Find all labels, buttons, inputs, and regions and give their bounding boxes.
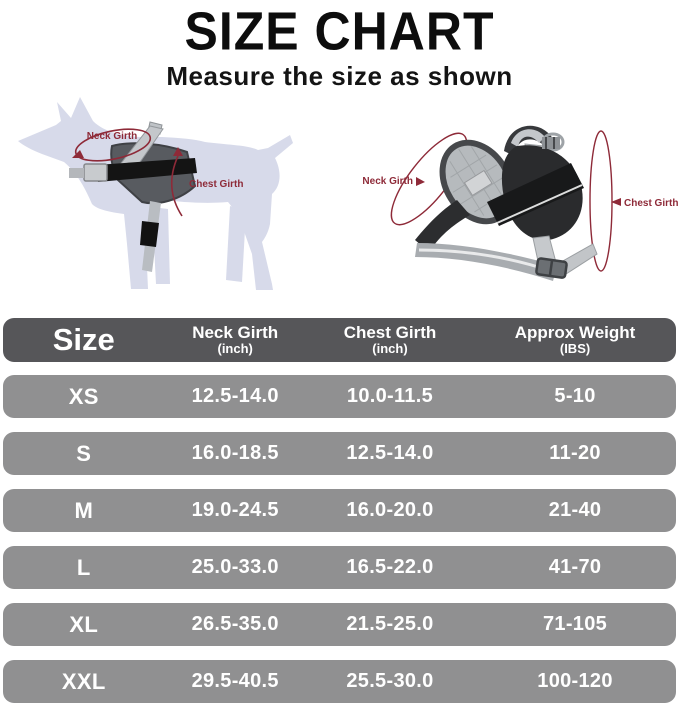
arrowhead-icon <box>416 177 425 186</box>
cell-chest: 21.5-25.0 <box>346 613 434 635</box>
header-cell-chest-girth: Chest Girth (inch) <box>343 322 437 356</box>
cell-size: XXL <box>61 668 106 694</box>
cell-size: XS <box>68 383 99 409</box>
harness-product <box>415 126 597 281</box>
table-row <box>3 546 676 589</box>
slide-buckle-icon <box>536 258 567 278</box>
dog-neck-girth-label: Neck Girth <box>86 131 138 142</box>
table-row <box>3 432 676 475</box>
cell-weight: 71-105 <box>543 613 608 635</box>
cell-weight: 21-40 <box>548 499 602 521</box>
size-table <box>3 318 676 703</box>
cell-neck: 29.5-40.5 <box>191 670 279 692</box>
cell-neck: 25.0-33.0 <box>191 556 279 578</box>
cell-chest: 25.5-30.0 <box>346 670 434 692</box>
cell-weight: 5-10 <box>554 385 596 407</box>
table-row <box>3 375 676 418</box>
harness-chest-girth-label: Chest Girth <box>624 198 679 209</box>
cell-chest: 16.0-20.0 <box>346 499 434 521</box>
cell-neck: 19.0-24.5 <box>191 499 279 521</box>
cell-weight: 11-20 <box>549 442 601 464</box>
harness-illustration <box>339 94 679 309</box>
table-row <box>3 660 676 703</box>
dog-chest-girth-label: Chest Girth <box>189 179 244 190</box>
cell-chest: 16.5-22.0 <box>346 556 434 578</box>
table-row <box>3 489 676 532</box>
cell-size: S <box>76 440 92 466</box>
cell-neck: 12.5-14.0 <box>191 385 279 407</box>
cell-weight: 41-70 <box>548 556 602 578</box>
cell-size: L <box>76 554 91 580</box>
header-cell-size: Size <box>52 321 115 357</box>
cell-chest: 10.0-11.5 <box>346 385 434 407</box>
dog-illustration <box>0 94 339 309</box>
harness-neck-girth-label: Neck Girth <box>362 176 413 187</box>
page-subtitle: Measure the size as shown <box>166 61 513 91</box>
cell-neck: 26.5-35.0 <box>191 613 279 635</box>
size-table-body <box>3 375 676 703</box>
header-cell-neck-girth: Neck Girth (inch) <box>192 322 279 356</box>
header-cell-approx-weight: Approx Weight (IBS) <box>514 322 636 356</box>
dog-far-rear-leg <box>226 206 246 282</box>
cell-neck: 16.0-18.5 <box>191 442 279 464</box>
heading <box>0 0 679 92</box>
table-row <box>3 603 676 646</box>
size-table-header <box>3 318 676 362</box>
cell-chest: 12.5-14.0 <box>346 442 434 464</box>
cell-size: M <box>74 497 94 523</box>
page-title: SIZE CHART <box>184 0 495 62</box>
measurement-illustrations <box>0 94 679 309</box>
clasp-icon <box>542 137 560 149</box>
cell-weight: 100-120 <box>537 670 613 692</box>
cell-size: XL <box>69 611 99 637</box>
